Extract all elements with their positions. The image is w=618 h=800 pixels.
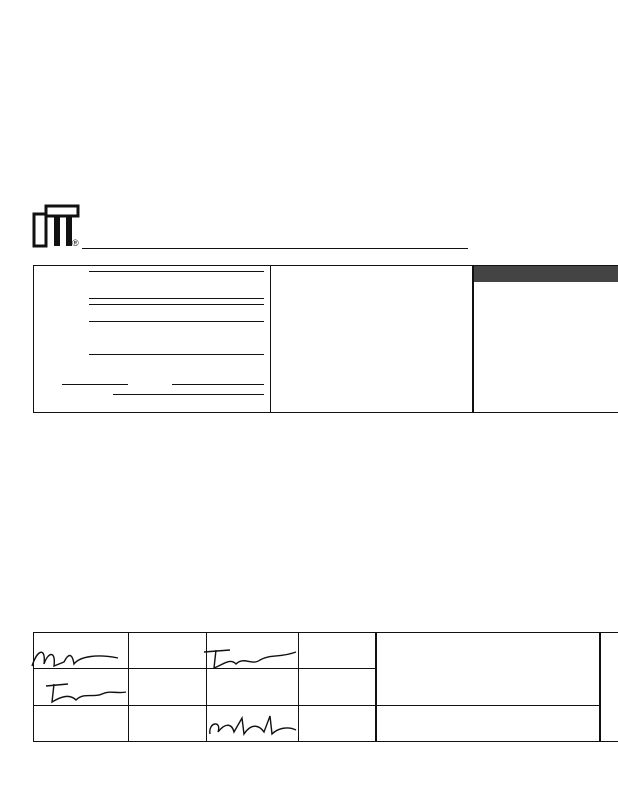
signature-received-1: [200, 646, 300, 672]
analysis-box: [473, 265, 618, 413]
signature-relinquished-1: [28, 644, 128, 672]
company-field[interactable]: [89, 271, 264, 272]
proj-field[interactable]: [172, 384, 264, 385]
po-field[interactable]: [62, 384, 128, 385]
legend-box: [270, 265, 473, 413]
project-field[interactable]: [113, 394, 264, 395]
signature-received-3: [204, 712, 300, 740]
emt-use-box: [376, 632, 600, 742]
registered-mark: ®: [72, 238, 79, 248]
edge-box: [600, 632, 618, 742]
analysis-header: [474, 266, 618, 282]
address-field-2[interactable]: [89, 321, 264, 322]
phone-field[interactable]: [89, 354, 264, 355]
contact-field[interactable]: [89, 287, 264, 299]
signature-relinquished-2: [40, 680, 130, 706]
address-field-1[interactable]: [89, 304, 264, 305]
